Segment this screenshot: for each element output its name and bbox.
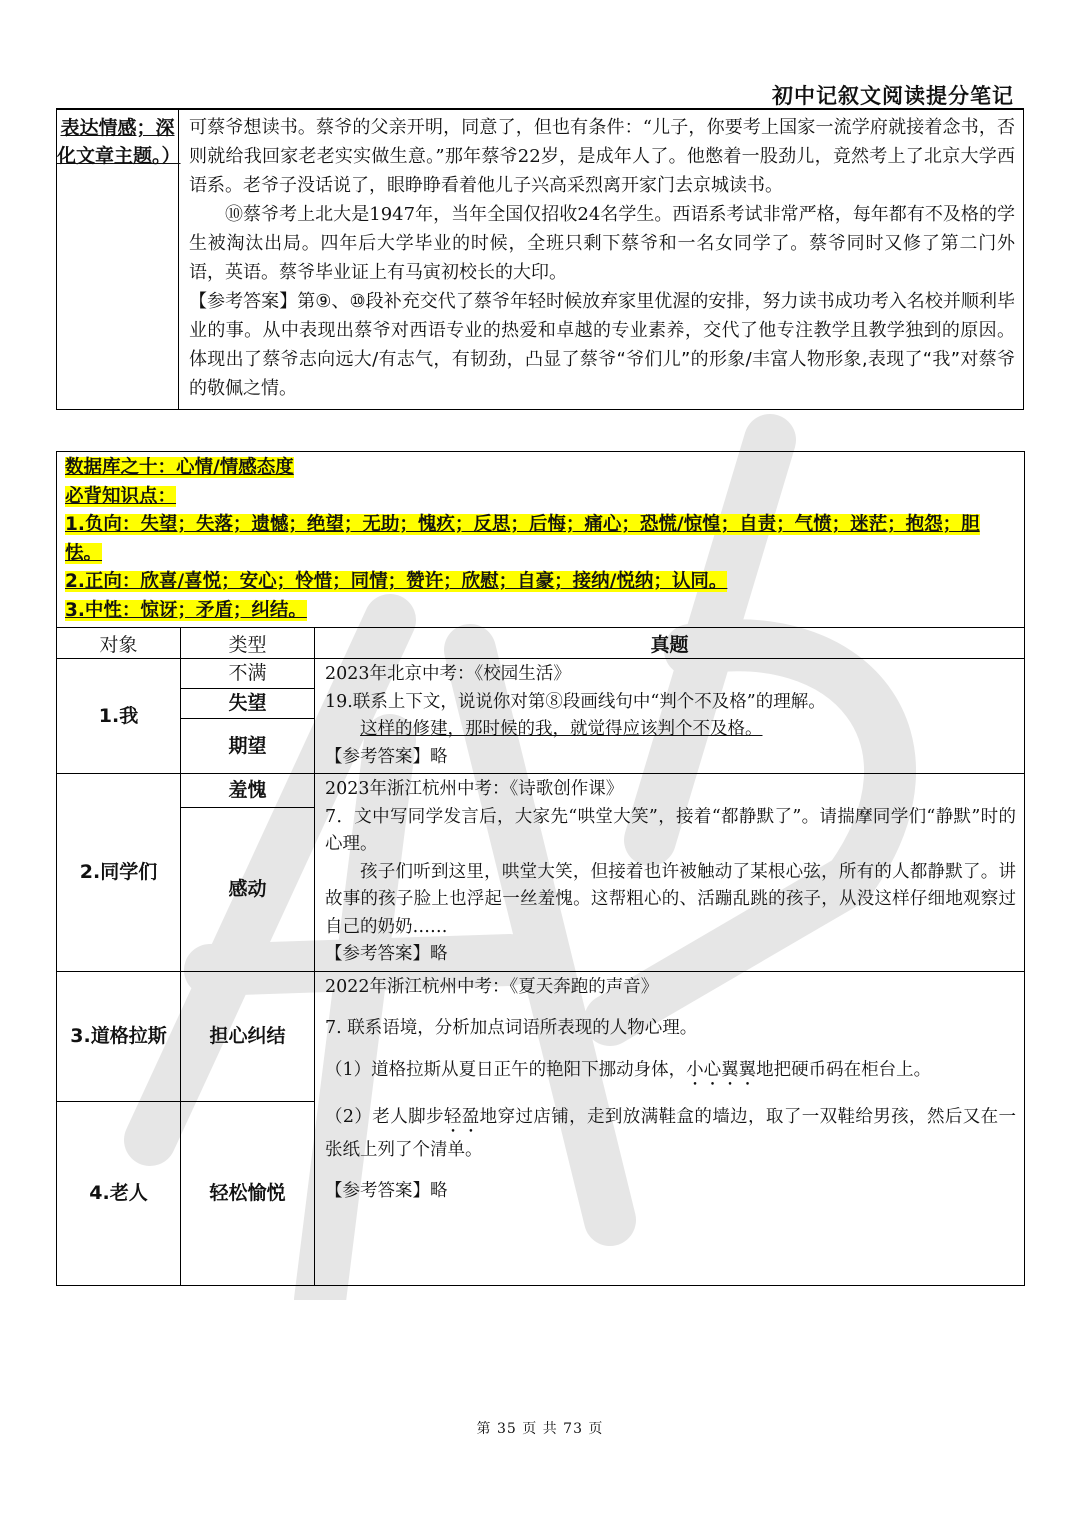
object-cell: 3.道格拉斯 <box>57 971 181 1101</box>
question-text: 7. 联系语境，分析加点词语所表现的人物心理。 <box>325 1018 698 1038</box>
type-cell: 羞愧 <box>181 774 315 808</box>
page-header: 初中记叙文阅读提分笔记 <box>772 84 1014 108</box>
reference-answer: 【参考答案】略 <box>325 1181 448 1201</box>
dotted-word: 轻盈 <box>443 1106 480 1127</box>
reference-answer: 【参考答案】略 <box>325 746 448 767</box>
knowledge-positive: 2.正向：欣喜/喜悦；安心；怜惜；同情；赞许；欣慰；自豪；接纳/悦纳；认同。 <box>65 571 728 592</box>
reference-answer: 【参考答案】第⑨、⑩段补充交代了蔡爷年轻时候放弃家里优渥的安排，努力读书成功考入名校并顺利毕业的事。从中表现出蔡爷对西语专业的热爱和卓越的专业素养，交代了他专注教学且教学独到的原因。体现出了蔡爷志向远大/有志气，有韧劲，凸显了蔡爷“爷们儿”的形象/丰富人物形象,表现了“我”对蔡爷的敬佩之情。 <box>189 291 1015 399</box>
question-cell <box>315 659 1025 774</box>
database-title: 数据库之十：心情/情感态度 <box>65 457 294 478</box>
question-text: 19.联系上下文，说说你对第⑧段画线句中“判个不及格”的理解。 <box>325 691 826 712</box>
question-source: 2023年浙江杭州中考：《诗歌创作课》 <box>325 779 624 799</box>
question-cell <box>315 971 1025 1285</box>
type-cell: 期望 <box>181 718 315 773</box>
object-cell: 4.老人 <box>57 1101 181 1285</box>
must-know-heading: 必背知识点： <box>65 485 177 507</box>
object-cell: 1.我 <box>57 659 181 774</box>
question-source: 2023年北京中考：《校园生活》 <box>325 664 571 684</box>
knowledge-neutral: 3.中性：惊讶；矛盾；纠结。 <box>65 599 307 621</box>
passage-paragraph: 可蔡爷想读书。蔡爷的父亲开明，同意了，但也有条件：“儿子，你要考上国家一流学府就接着念书，否则就给我回家老老实实做生意。”那年蔡爷22岁，是成年人了。他憋着一股劲儿，竟然考上了北京大学西语系。老爷子没话说了，眼睁睁看着他儿子兴高采烈离开家门去京城读书。 <box>189 117 1015 196</box>
type-cell: 不满 <box>181 659 315 689</box>
knowledge-box <box>57 452 1025 628</box>
section-label-cell <box>57 110 179 410</box>
emotion-database-table <box>56 451 1025 1286</box>
type-cell: 担心纠结 <box>181 971 315 1101</box>
question-text: 7．文中写同学发言后，大家先“哄堂大笑”，接着“都静默了”。请揣摩同学们“静默”时的心理。 <box>325 806 1016 854</box>
question-source: 2022年浙江杭州中考：《夏天奔跑的声音》 <box>325 976 659 997</box>
type-cell: 失望 <box>181 688 315 718</box>
sentence-1: （1）道格拉斯从夏日正午的艳阳下挪动身体，小心翼翼地把硬币码在柜台上。 <box>325 1059 932 1080</box>
knowledge-negative: 1.负向：失望；失落；遗憾；绝望；无助；愧疚；反思；后悔；痛心；恐慌/惊惶；自责；气愤；迷茫；抱怨；胆怯。 <box>65 514 980 564</box>
column-header-type: 类型 <box>181 628 315 659</box>
passage-quote: 孩子们听到这里，哄堂大笑，但接着也许被触动了某根心弦，所有的人都静默了。讲故事的孩子脸上也浮起一丝羞愧。这帮粗心的、活蹦乱跳的孩子，从没这样仔细地观察过自己的奶奶…… <box>325 861 1016 937</box>
type-cell: 感动 <box>181 807 315 971</box>
type-cell: 轻松愉悦 <box>181 1101 315 1285</box>
sentence-2: （2）老人脚步轻盈地穿过店铺，走到放满鞋盒的墙边，取了一双鞋给男孩，然后又在一张纸上列了个清单。 <box>325 1106 1017 1160</box>
passage-cell <box>179 110 1024 410</box>
reference-answer: 【参考答案】略 <box>325 944 448 964</box>
dotted-word: 小心翼翼 <box>686 1059 757 1080</box>
passage-paragraph: ⑩蔡爷考上北大是1947年，当年全国仅招收24名学生。西语系考试非常严格，每年都有不及格的学生被淘汰出局。四年后大学毕业的时候，全班只剩下蔡爷和一名女同学了。蔡爷同时又修了第二门外语，英语。蔡爷毕业证上有马寅初校长的大印。 <box>189 204 1015 283</box>
page-number: 第 35 页 共 73 页 <box>476 1421 604 1437</box>
object-cell: 2.同学们 <box>57 774 181 972</box>
question-cell <box>315 774 1025 972</box>
column-header-object: 对象 <box>57 628 181 659</box>
section-label: 表达情感；深化文章主题。） <box>57 117 181 167</box>
underlined-quote: 这样的修建，那时候的我，就觉得应该判个不及格。 <box>360 719 763 739</box>
continuation-table <box>56 109 1024 410</box>
column-header-question: 真题 <box>315 628 1025 659</box>
